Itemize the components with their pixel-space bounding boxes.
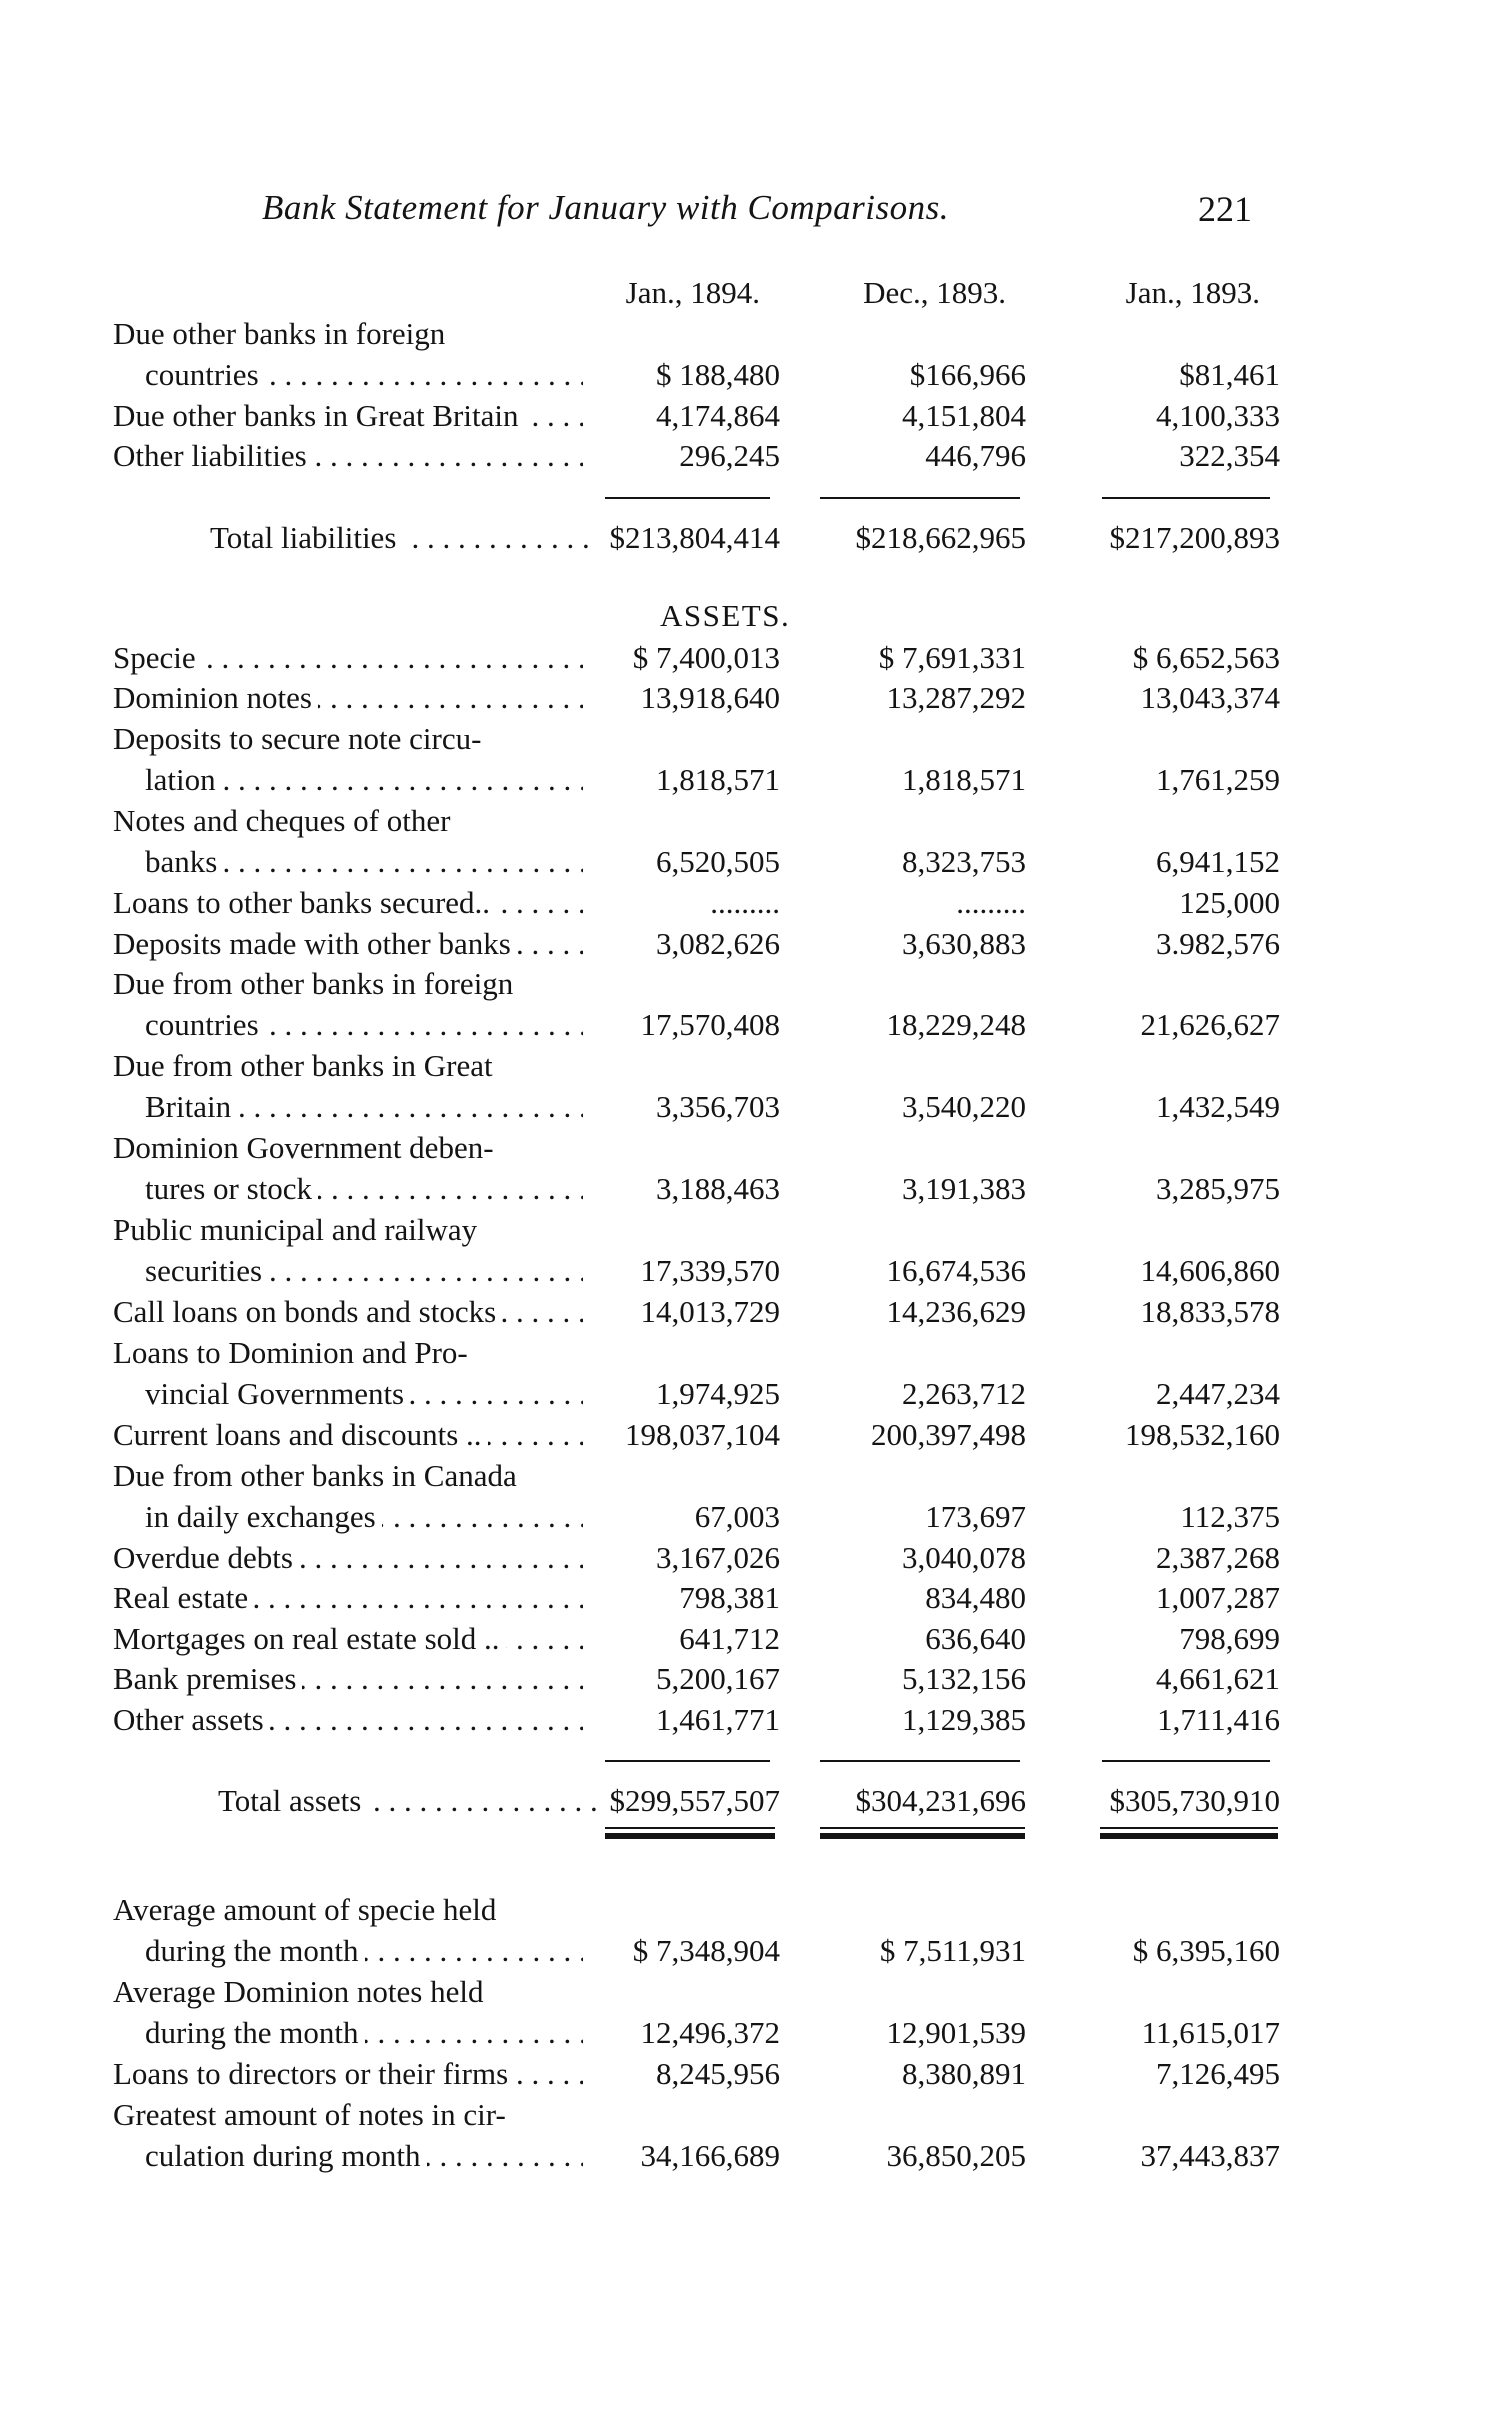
assets-row-3-value-jan-1893: 6,941,152 [1156, 844, 1280, 879]
assets-row-16-value-jan-1894: 641,712 [679, 1621, 780, 1656]
memoranda-row-0-value-dec-1893: $ 7,511,931 [879, 1933, 1026, 1968]
assets-row-2-label: lation . . . [145, 762, 583, 798]
table-rule [1102, 1760, 1270, 1762]
assets-row-12-value-jan-1893: 198,532,160 [1125, 1417, 1280, 1452]
assets-row-1-value-jan-1894: 13,918,640 [640, 680, 780, 715]
column-headings [0, 275, 1488, 315]
table-rule [820, 1760, 1020, 1762]
assets-row-2-value-jan-1894: 1,818,571 [656, 762, 780, 797]
column-heading-jan-1893: Jan., 1893. [1125, 275, 1260, 310]
assets-row-1-label: Dominion notes . . . [113, 680, 583, 716]
memoranda-row-2-value-jan-1893: 7,126,495 [1156, 2056, 1280, 2091]
assets-row-10-value-dec-1893: 14,236,629 [886, 1294, 1026, 1329]
table-rule [820, 497, 1020, 499]
assets-row-10-value-jan-1894: 14,013,729 [640, 1294, 780, 1329]
liabilities-row-0-label: countries . . . [145, 357, 583, 393]
assets-row-9-value-dec-1893: 16,674,536 [886, 1253, 1026, 1288]
assets-row-11-label: vincial Governments . . . [145, 1376, 583, 1412]
table-rule [605, 1760, 770, 1762]
running-title: Bank Statement for January with Comparisons. [262, 188, 949, 227]
assets-row-6-value-dec-1893: 18,229,248 [886, 1007, 1026, 1042]
assets-row-0-value-dec-1893: $ 7,691,331 [878, 640, 1026, 675]
table-rule [605, 1833, 775, 1839]
assets-row-11-value-jan-1893: 2,447,234 [1156, 1376, 1280, 1411]
assets-row-9-label: Public municipal and railway [113, 1212, 583, 1248]
assets-row-6-value-jan-1893: 21,626,627 [1140, 1007, 1280, 1042]
assets-row-17-value-jan-1893: 4,661,621 [1156, 1661, 1280, 1696]
assets-row-13-value-jan-1893: 112,375 [1180, 1499, 1280, 1534]
assets-row-16-value-jan-1893: 798,699 [1179, 1621, 1280, 1656]
assets-row-13-label: Due from other banks in Canada [113, 1458, 583, 1494]
liabilities-row-1-label: Due other banks in Great Britain . . . [113, 398, 583, 434]
table-rule [1100, 1827, 1278, 1829]
assets-row-0-value-jan-1894: $ 7,400,013 [632, 640, 780, 675]
assets-row-15-value-jan-1893: 1,007,287 [1156, 1580, 1280, 1615]
assets-row-5-value-jan-1894: 3,082,626 [656, 926, 780, 961]
total-liabilities-label: Total liabilities . . . [210, 520, 590, 556]
memoranda-row-1-value-dec-1893: 12,901,539 [886, 2015, 1026, 2050]
memoranda-row-1-value-jan-1894: 12,496,372 [640, 2015, 780, 2050]
assets-row-1-value-jan-1893: 13,043,374 [1140, 680, 1280, 715]
assets-row-1-value-dec-1893: 13,287,292 [886, 680, 1026, 715]
assets-row-9-label: securities . . . [145, 1253, 583, 1289]
assets-row-9-value-jan-1893: 14,606,860 [1140, 1253, 1280, 1288]
memoranda-row-3-label: culation during month . . . [145, 2138, 583, 2174]
assets-row-6-value-jan-1894: 17,570,408 [640, 1007, 780, 1042]
assets-row-13-label: in daily exchanges . . . [145, 1499, 583, 1535]
assets-row-4-value-jan-1893: 125,000 [1179, 885, 1280, 920]
assets-row-15-value-jan-1894: 798,381 [679, 1580, 780, 1615]
memoranda-row-3-value-jan-1893: 37,443,837 [1140, 2138, 1280, 2173]
assets-row-4-value-dec-1893: ......... [956, 885, 1026, 920]
assets-row-14-value-jan-1893: 2,387,268 [1156, 1540, 1280, 1575]
liabilities-row-1-value-dec-1893: 4,151,804 [902, 398, 1026, 433]
assets-row-15-value-dec-1893: 834,480 [925, 1580, 1026, 1615]
assets-row-17-value-jan-1894: 5,200,167 [656, 1661, 780, 1696]
total-liabilities-value-dec-1893: $218,662,965 [855, 520, 1026, 555]
liabilities-row-0-label: Due other banks in foreign [113, 316, 583, 352]
total-assets-label: Total assets . . . [218, 1783, 596, 1819]
assets-row-8-value-dec-1893: 3,191,383 [902, 1171, 1026, 1206]
assets-row-18-label: Other assets . . . [113, 1702, 583, 1738]
page-number: 221 [1198, 189, 1252, 229]
assets-row-2-value-jan-1893: 1,761,259 [1156, 762, 1280, 797]
assets-row-6-label: Due from other banks in foreign [113, 966, 583, 1002]
assets-row-8-value-jan-1893: 3,285,975 [1156, 1171, 1280, 1206]
assets-row-11-label: Loans to Dominion and Pro- [113, 1335, 583, 1371]
assets-row-12-label: Current loans and discounts .. . . . [113, 1417, 583, 1453]
liabilities-row-1-value-jan-1893: 4,100,333 [1156, 398, 1280, 433]
assets-row-7-value-dec-1893: 3,540,220 [902, 1089, 1026, 1124]
liabilities-row-1-value-jan-1894: 4,174,864 [656, 398, 780, 433]
assets-row-13-value-jan-1894: 67,003 [694, 1499, 780, 1534]
column-heading-jan-1894: Jan., 1894. [625, 275, 760, 310]
assets-row-3-label: banks . . . [145, 844, 583, 880]
liabilities-row-0-value-jan-1894: $ 188,480 [656, 357, 780, 392]
memoranda-row-2-label: Loans to directors or their firms . . . [113, 2056, 583, 2092]
assets-row-7-label: Due from other banks in Great [113, 1048, 583, 1084]
assets-row-12-value-dec-1893: 200,397,498 [871, 1417, 1026, 1452]
total-assets-value-jan-1893: $305,730,910 [1109, 1783, 1280, 1818]
assets-row-0-value-jan-1893: $ 6,652,563 [1132, 640, 1280, 675]
assets-row-7-value-jan-1894: 3,356,703 [656, 1089, 780, 1124]
assets-row-14-label: Overdue debts . . . [113, 1540, 583, 1576]
assets-row-18-value-jan-1894: 1,461,771 [656, 1702, 780, 1737]
assets-row-18-value-dec-1893: 1,129,385 [902, 1702, 1026, 1737]
assets-row-5-label: Deposits made with other banks . . . [113, 926, 583, 962]
total-liabilities-value-jan-1893: $217,200,893 [1109, 520, 1280, 555]
assets-row-12-value-jan-1894: 198,037,104 [625, 1417, 780, 1452]
memoranda-row-3-label: Greatest amount of notes in cir- [113, 2097, 583, 2133]
memoranda-row-0-value-jan-1894: $ 7,348,904 [632, 1933, 780, 1968]
liabilities-row-0-value-dec-1893: $166,966 [909, 357, 1026, 392]
assets-row-16-label: Mortgages on real estate sold .. . . . [113, 1621, 583, 1657]
assets-row-5-value-dec-1893: 3,630,883 [902, 926, 1026, 961]
assets-row-2-label: Deposits to secure note circu- [113, 721, 583, 757]
total-liabilities-value-jan-1894: $213,804,414 [609, 520, 780, 555]
assets-row-5-value-jan-1893: 3.982,576 [1156, 926, 1280, 961]
table-rule [820, 1827, 1025, 1829]
assets-row-0-label: Specie . . . [113, 640, 583, 676]
memoranda-row-0-label: during the month . . . [145, 1933, 583, 1969]
assets-row-3-value-jan-1894: 6,520,505 [656, 844, 780, 879]
assets-heading: ASSETS. [660, 598, 791, 633]
column-heading-dec-1893: Dec., 1893. [863, 275, 1006, 310]
table-rule [820, 1833, 1025, 1839]
table-rule [1100, 1833, 1278, 1839]
assets-row-14-value-jan-1894: 3,167,026 [656, 1540, 780, 1575]
assets-row-2-value-dec-1893: 1,818,571 [902, 762, 1026, 797]
table-rule [1102, 497, 1270, 499]
assets-row-9-value-jan-1894: 17,339,570 [640, 1253, 780, 1288]
assets-row-17-label: Bank premises . . . [113, 1661, 583, 1697]
assets-row-17-value-dec-1893: 5,132,156 [902, 1661, 1026, 1696]
assets-row-8-label: Dominion Government deben- [113, 1130, 583, 1166]
assets-row-15-label: Real estate . . . [113, 1580, 583, 1616]
assets-row-18-value-jan-1893: 1,711,416 [1157, 1702, 1280, 1737]
memoranda-row-0-label: Average amount of specie held [113, 1892, 583, 1928]
assets-row-3-value-dec-1893: 8,323,753 [902, 844, 1026, 879]
liabilities-row-0-value-jan-1893: $81,461 [1179, 357, 1280, 392]
memoranda-row-1-label: Average Dominion notes held [113, 1974, 583, 2010]
assets-row-13-value-dec-1893: 173,697 [925, 1499, 1026, 1534]
memoranda-row-2-value-jan-1894: 8,245,956 [656, 2056, 780, 2091]
assets-row-4-label: Loans to other banks secured.. . . . [113, 885, 583, 921]
assets-row-7-label: Britain . . . [145, 1089, 583, 1125]
memoranda-row-2-value-dec-1893: 8,380,891 [902, 2056, 1026, 2091]
assets-row-14-value-dec-1893: 3,040,078 [902, 1540, 1026, 1575]
memoranda-row-3-value-dec-1893: 36,850,205 [886, 2138, 1026, 2173]
assets-row-8-label: tures or stock . . . [145, 1171, 583, 1207]
total-assets-value-dec-1893: $304,231,696 [855, 1783, 1026, 1818]
assets-row-4-value-jan-1894: ......... [710, 885, 780, 920]
assets-row-16-value-dec-1893: 636,640 [925, 1621, 1026, 1656]
assets-row-6-label: countries . . . [145, 1007, 583, 1043]
assets-row-3-label: Notes and cheques of other [113, 803, 583, 839]
assets-row-10-value-jan-1893: 18,833,578 [1140, 1294, 1280, 1329]
memoranda-row-1-label: during the month . . . [145, 2015, 583, 2051]
memoranda-row-0-value-jan-1893: $ 6,395,160 [1132, 1933, 1280, 1968]
table-rule [605, 1827, 775, 1829]
liabilities-row-2-value-jan-1894: 296,245 [679, 438, 780, 473]
liabilities-row-2-value-jan-1893: 322,354 [1179, 438, 1280, 473]
liabilities-row-2-label: Other liabilities . . . [113, 438, 583, 474]
assets-row-10-label: Call loans on bonds and stocks . . . [113, 1294, 583, 1330]
memoranda-row-1-value-jan-1893: 11,615,017 [1141, 2015, 1280, 2050]
assets-row-11-value-dec-1893: 2,263,712 [902, 1376, 1026, 1411]
assets-row-7-value-jan-1893: 1,432,549 [1156, 1089, 1280, 1124]
total-assets-value-jan-1894: $299,557,507 [609, 1783, 780, 1818]
assets-row-8-value-jan-1894: 3,188,463 [656, 1171, 780, 1206]
liabilities-row-2-value-dec-1893: 446,796 [925, 438, 1026, 473]
page-header [0, 188, 1488, 238]
table-rule [605, 497, 770, 499]
memoranda-row-3-value-jan-1894: 34,166,689 [640, 2138, 780, 2173]
assets-row-11-value-jan-1894: 1,974,925 [656, 1376, 780, 1411]
